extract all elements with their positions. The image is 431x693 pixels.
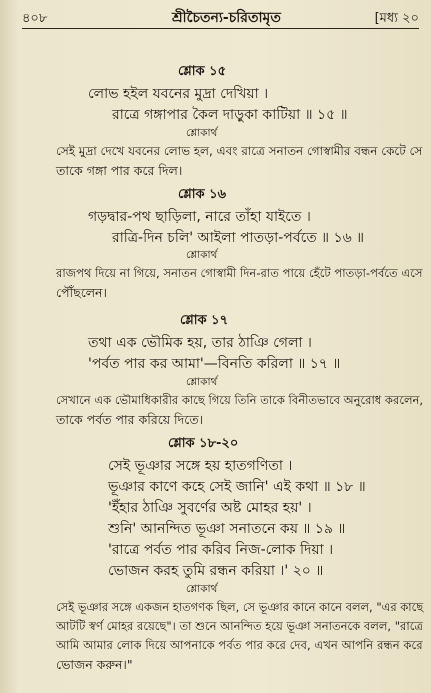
running-header <box>22 6 419 29</box>
translation-label: শ্লোকার্থ <box>186 376 218 388</box>
translation-text: সেই ভূঞার সঙ্গে একজন হাতগণক ছিল, সে ভূঞার কানে কানে বলল, "এর কাছে <box>56 600 424 614</box>
translation-text: আমি আমার লোক দিয়ে আপনাকে পর্বত পার করে দেব, এখন আপনি রন্ধন করে <box>56 638 423 652</box>
page-number: ৪০৮ <box>22 11 48 26</box>
verse-line: তথা এক ভৌমিক হয়, তার ঠাঞি গেলা । <box>88 335 312 351</box>
chapter-section: [মধ্য ২০ <box>374 11 419 26</box>
verse-heading: শ্লোক ১৫ <box>178 64 227 79</box>
verse-line: গড়দ্বার-পথ ছাড়িলা, নারে তাঁহা যাইতে । <box>88 209 311 225</box>
verse-line: সেই ভূঞার সঙ্গে হয় হাতগণিতা । <box>108 458 293 474</box>
translation-text: সেই মুদ্রা দেখে যবনের লোভ হল, এবং রাত্রে সনাতন গোস্বামীর বন্ধন কেটে সে <box>56 144 423 158</box>
translation-label: শ্লোকার্থ <box>186 249 218 261</box>
translation-text: আটটি স্বর্ণ মোহর রয়েছে"। তা শুনে আনন্দিত হয়ে ভূঞা সনাতনকে বলল, "রাত্রে <box>56 619 423 633</box>
verse-line: শুনি' আনন্দিত ভূঞা সনাতনে কয় ॥ ১৯ ॥ <box>108 521 346 537</box>
verse-heading: শ্লোক ১৬ <box>178 187 227 202</box>
translation-text: তাকে গঙ্গা পার করে দিল। <box>56 163 183 178</box>
verse-line: 'রাত্রে পর্বত পার করিব নিজ-লোক দিয়া । <box>108 542 334 558</box>
translation-label: শ্লোকার্থ <box>186 583 218 595</box>
translation-text: সেখানে এক ভৌমাধিকারীর কাছে গিয়ে তিনি তাকে বিনীতভাবে অনুরোধ করলেন, <box>56 393 424 407</box>
book-title: শ্রীচৈতন্য-চরিতামৃত <box>172 10 281 26</box>
verse-line: 'ইঁহার ঠাঞি সুবর্ণের অষ্ট মোহর হয়' । <box>108 500 312 516</box>
translation-label: শ্লোকার্থ <box>186 127 218 139</box>
translation-text: পৌঁছলেন। <box>56 285 107 300</box>
verse-line: 'পর্বত পার কর আমা'—বিনতি করিলা ॥ ১৭ ॥ <box>88 356 341 372</box>
verse-heading: শ্লোক ১৭ <box>180 313 229 328</box>
verse-line: রাত্রি-দিন চলি' আইলা পাতড়া-পর্বতে ॥ ১৬ ॥ <box>112 230 365 246</box>
verse-heading: শ্লোক ১৮-২০ <box>168 436 239 451</box>
verse-line: ভোজন করহ তুমি রন্ধন করিয়া ।' ২০ ॥ <box>108 563 324 579</box>
verse-line: রাত্রে গঙ্গাপার কৈল দাড়ুকা কাটিয়া ॥ ১৫ ॥ <box>112 107 348 123</box>
verse-line: লোভ হইল যবনের মুদ্রা দেখিয়া । <box>88 86 269 102</box>
translation-text: তাকে পর্বত পার করিয়ে দিতে। <box>56 412 204 427</box>
translation-text: ভোজন করুন।" <box>56 657 133 672</box>
translation-text: রাজপথ দিয়ে না গিয়ে, সনাতন গোস্বামী দিন-রাত পায়ে হেঁটে পাতড়া-পর্বতে এসে <box>56 266 423 280</box>
verse-line: ভূঞার কাণে কহে সেই জানি' এই কথা ॥ ১৮ ॥ <box>108 479 366 495</box>
